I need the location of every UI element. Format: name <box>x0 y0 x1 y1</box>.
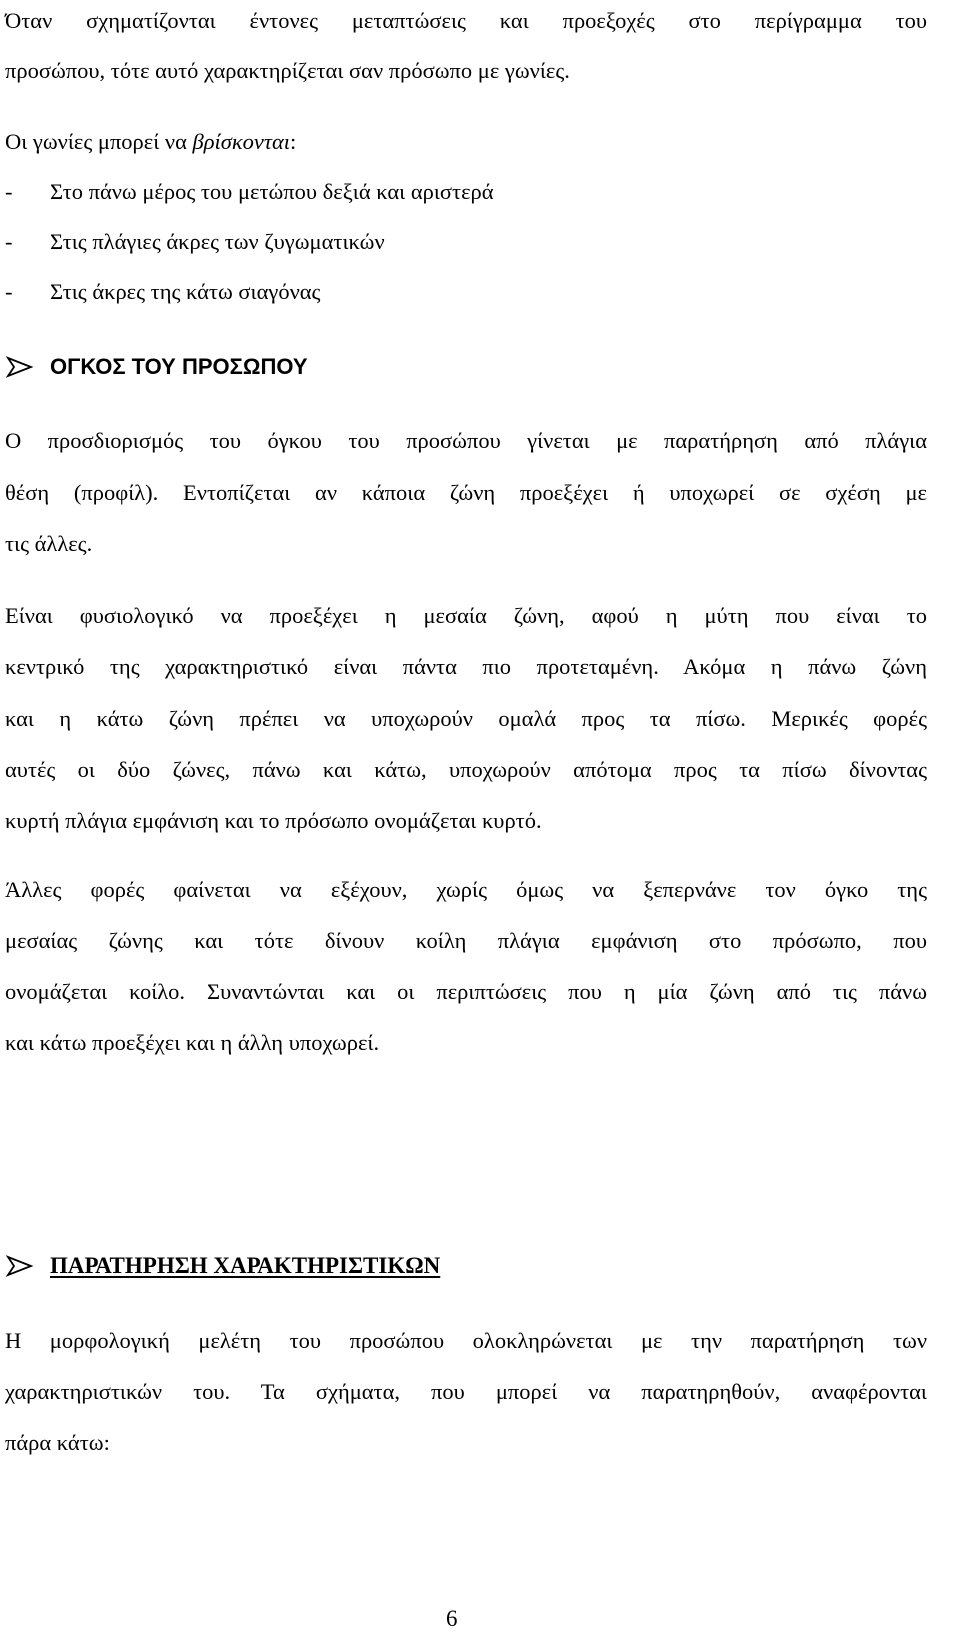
paragraph-line: κυρτή πλάγια εμφάνιση και το πρόσωπο ονομάζεται κυρτό. <box>5 808 542 833</box>
dash-bullet: - <box>5 179 13 204</box>
paragraph-line: χαρακτηριστικών του. Τα σχήματα, που μπορεί να παρατηρηθούν, αναφέρονται <box>5 1379 927 1404</box>
paragraph-line: πάρα κάτω: <box>5 1430 110 1455</box>
dash-bullet: - <box>5 229 13 254</box>
paragraph-line: Η μορφολογική μελέτη του προσώπου ολοκληρώνεται με την παρατήρηση των <box>5 1328 927 1353</box>
paragraph-line: θέση (προφίλ). Εντοπίζεται αν κάποια ζώνη προεξέχει ή υποχωρεί σε σχέση με <box>5 480 927 505</box>
corners-lead-text: Οι γωνίες μπορεί να <box>5 129 193 154</box>
intro-line: προσώπου, τότε αυτό χαρακτηρίζεται σαν πρόσωπο με γωνίες. <box>5 58 570 83</box>
dash-bullet: - <box>5 279 13 304</box>
paragraph-line: Ο προσδιορισμός του όγκου του προσώπου γίνεται με παρατήρηση από πλάγια <box>5 428 927 453</box>
section-heading-volume: ΟΓΚΟΣ ΤΟΥ ΠΡΟΣΩΠΟΥ <box>50 354 308 379</box>
paragraph-line: και κάτω προεξέχει και η άλλη υποχωρεί. <box>5 1030 380 1055</box>
paragraph-line: αυτές οι δύο ζώνες, πάνω και κάτω, υποχωρούν απότομα προς τα πίσω δίνοντας <box>5 757 927 782</box>
corners-lead-colon: : <box>290 129 297 154</box>
list-item: Στις πλάγιες άκρες των ζυγωματικών <box>50 229 385 254</box>
intro-line: Όταν σχηματίζονται έντονες μεταπτώσεις και προεξοχές στο περίγραμμα του <box>5 8 927 33</box>
paragraph-line: Είναι φυσιολογικό να προεξέχει η μεσαία ζώνη, αφού η μύτη που είναι το <box>5 603 927 628</box>
paragraph-line: τις άλλες. <box>5 531 93 556</box>
paragraph-line: κεντρικό της χαρακτηριστικό είναι πάντα πιο προτεταμένη. Ακόμα η πάνω ζώνη <box>5 654 927 679</box>
list-item: Στις άκρες της κάτω σιαγόνας <box>50 279 321 304</box>
paragraph-line: μεσαίας ζώνης και τότε δίνουν κοίλη πλάγια εμφάνιση στο πρόσωπο, που <box>5 928 927 953</box>
list-item: Στο πάνω μέρος του μετώπου δεξιά και αριστερά <box>50 179 494 204</box>
paragraph-line: Άλλες φορές φαίνεται να εξέχουν, χωρίς όμως να ξεπερνάνε τον όγκο της <box>5 877 927 902</box>
arrowhead-bullet-icon <box>5 354 35 380</box>
section-heading-features: ΠΑΡΑΤΗΡΗΣΗ ΧΑΡΑΚΤΗΡΙΣΤΙΚΩΝ <box>50 1253 441 1278</box>
arrowhead-bullet-icon <box>5 1253 35 1279</box>
paragraph-line: και η κάτω ζώνη πρέπει να υποχωρούν ομαλά προς τα πίσω. Μερικές φορές <box>5 706 927 731</box>
corners-lead-emphasis: βρίσκονται <box>192 129 291 154</box>
page-number: 6 <box>446 1606 458 1631</box>
paragraph-line: ονομάζεται κοίλο. Συναντώνται και οι περιπτώσεις που η μία ζώνη από τις πάνω <box>5 979 927 1004</box>
corners-lead <box>5 129 296 155</box>
